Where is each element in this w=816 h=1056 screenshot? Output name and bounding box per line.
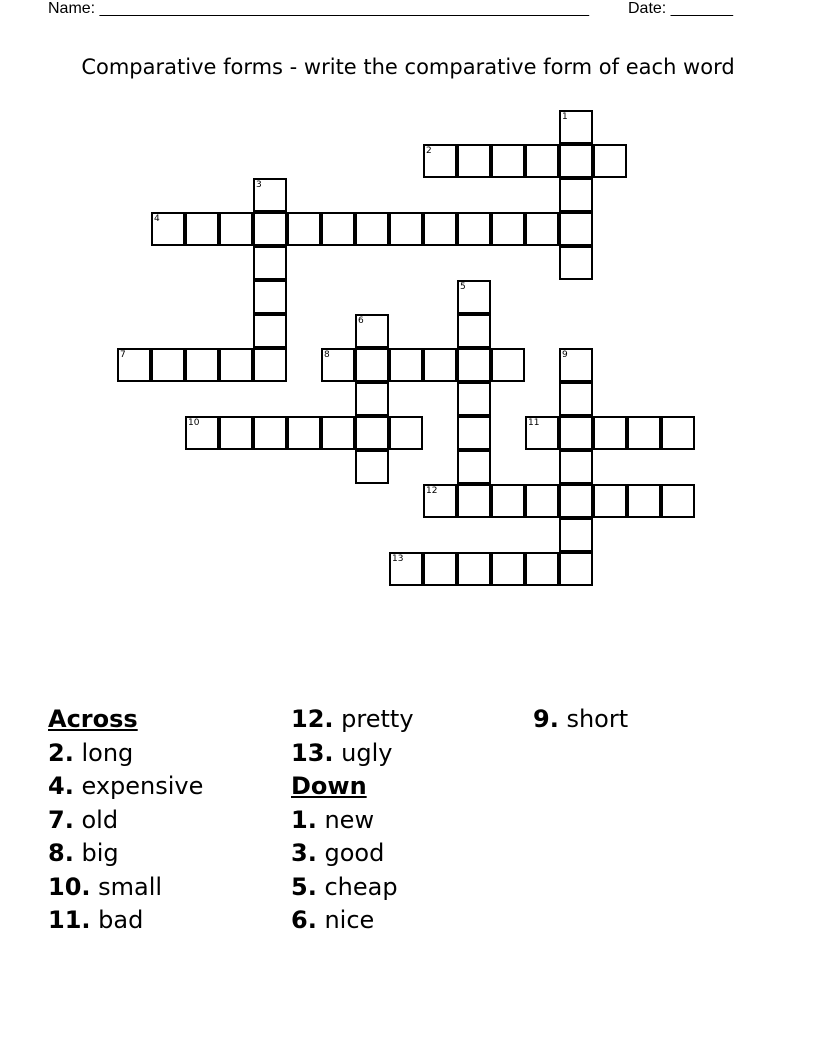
clue-across-10 (48, 871, 203, 905)
grid-cell[interactable] (355, 348, 389, 382)
clue-word: old (81, 805, 119, 834)
clue-word: good (324, 839, 385, 867)
grid-cell[interactable] (559, 110, 593, 144)
grid-cell[interactable] (219, 416, 253, 450)
date-field: Date: _______ (628, 0, 733, 17)
grid-cell[interactable] (389, 552, 423, 586)
clue-down-1 (291, 804, 414, 838)
clue-across-2 (48, 737, 203, 771)
clue-number: 8. (48, 839, 74, 867)
clue-column-3 (533, 703, 628, 737)
clue-across-7 (48, 804, 203, 838)
cell-number: 11 (528, 418, 540, 428)
grid-cell[interactable] (423, 144, 457, 178)
clue-number: 5. (291, 872, 317, 901)
grid-cell[interactable] (219, 212, 253, 246)
clue-column-1 (48, 703, 203, 938)
grid-cell[interactable] (525, 484, 559, 518)
clue-number: 2. (48, 738, 74, 767)
grid-cell[interactable] (559, 382, 593, 416)
grid-cell[interactable] (627, 416, 661, 450)
grid-cell[interactable] (253, 212, 287, 246)
grid-cell[interactable] (321, 416, 355, 450)
grid-cell[interactable] (457, 552, 491, 586)
cell-number: 7 (120, 350, 126, 360)
grid-cell[interactable] (559, 348, 593, 382)
cell-number: 1 (562, 112, 568, 122)
clue-number: 10. (48, 872, 91, 901)
grid-cell[interactable] (457, 348, 491, 382)
grid-cell[interactable] (491, 348, 525, 382)
clue-word: bad (98, 906, 144, 934)
grid-cell[interactable] (185, 212, 219, 246)
grid-cell[interactable] (457, 382, 491, 416)
cell-number: 10 (188, 418, 200, 428)
grid-cell[interactable] (355, 416, 389, 450)
grid-cell[interactable] (559, 144, 593, 178)
grid-cell[interactable] (389, 348, 423, 382)
clue-number: 9. (533, 705, 559, 733)
clue-number: 3. (291, 839, 317, 867)
clue-across-4 (48, 770, 203, 804)
grid-cell[interactable] (457, 314, 491, 348)
grid-cell[interactable] (559, 484, 593, 518)
grid-cell[interactable] (525, 416, 559, 450)
grid-cell[interactable] (491, 552, 525, 586)
grid-cell[interactable] (185, 348, 219, 382)
grid-cell[interactable] (457, 280, 491, 314)
grid-cell[interactable] (423, 484, 457, 518)
grid-cell[interactable] (423, 212, 457, 246)
clue-word: expensive (81, 772, 204, 800)
clue-number: 11. (48, 906, 91, 934)
clue-word: cheap (324, 872, 398, 901)
clue-column-2 (291, 703, 414, 938)
cell-number: 9 (562, 350, 568, 360)
grid-cell[interactable] (559, 552, 593, 586)
grid-cell[interactable] (355, 314, 389, 348)
grid-cell[interactable] (151, 212, 185, 246)
grid-cell[interactable] (491, 484, 525, 518)
clue-number: 4. (48, 772, 74, 800)
grid-cell[interactable] (661, 484, 695, 518)
clue-number: 1. (291, 805, 317, 834)
clue-word: pretty (341, 705, 414, 733)
grid-cell[interactable] (491, 144, 525, 178)
cell-number: 8 (324, 350, 330, 360)
grid-cell[interactable] (593, 484, 627, 518)
clue-number: 6. (291, 906, 317, 934)
clue-across-12 (291, 703, 414, 737)
clue-word: ugly (341, 738, 393, 767)
grid-cell[interactable] (253, 416, 287, 450)
clue-word: small (98, 872, 163, 901)
grid-cell[interactable] (661, 416, 695, 450)
grid-cell[interactable] (389, 212, 423, 246)
grid-cell[interactable] (389, 416, 423, 450)
grid-cell[interactable] (457, 416, 491, 450)
grid-cell[interactable] (253, 280, 287, 314)
clue-down-9 (533, 703, 628, 737)
clue-number: 13. (291, 738, 334, 767)
grid-cell[interactable] (559, 178, 593, 212)
cell-number: 12 (426, 486, 438, 496)
grid-cell[interactable] (559, 416, 593, 450)
grid-cell[interactable] (321, 348, 355, 382)
grid-cell[interactable] (525, 212, 559, 246)
grid-cell[interactable] (593, 416, 627, 450)
clue-word: big (81, 839, 119, 867)
grid-cell[interactable] (457, 450, 491, 484)
grid-cell[interactable] (287, 416, 321, 450)
grid-cell[interactable] (457, 212, 491, 246)
grid-cell[interactable] (219, 348, 253, 382)
grid-cell[interactable] (559, 212, 593, 246)
grid-cell[interactable] (525, 144, 559, 178)
grid-cell[interactable] (525, 552, 559, 586)
cell-number: 4 (154, 214, 160, 224)
grid-cell[interactable] (355, 382, 389, 416)
clue-across-11 (48, 904, 203, 938)
clue-down-6 (291, 904, 414, 938)
grid-cell[interactable] (423, 552, 457, 586)
grid-cell[interactable] (355, 212, 389, 246)
cell-number: 13 (392, 554, 404, 564)
name-field: Name: _______________________________________________________ (48, 0, 589, 17)
grid-cell[interactable] (321, 212, 355, 246)
clue-word: short (566, 705, 629, 733)
grid-cell[interactable] (117, 348, 151, 382)
grid-cell[interactable] (185, 416, 219, 450)
grid-cell[interactable] (593, 144, 627, 178)
down-heading: Down (291, 772, 367, 800)
clue-number: 7. (48, 805, 74, 834)
clue-across-8 (48, 837, 203, 871)
grid-cell[interactable] (253, 348, 287, 382)
grid-cell[interactable] (253, 246, 287, 280)
grid-cell[interactable] (491, 212, 525, 246)
clue-word: long (81, 738, 134, 767)
cell-number: 5 (460, 282, 466, 292)
grid-cell[interactable] (457, 144, 491, 178)
grid-cell[interactable] (559, 450, 593, 484)
page-title: Comparative forms - write the comparative form of each word (81, 55, 735, 79)
grid-cell[interactable] (423, 348, 457, 382)
clue-word: new (324, 805, 375, 834)
across-heading: Across (48, 705, 138, 733)
grid-cell[interactable] (253, 178, 287, 212)
cell-number: 3 (256, 180, 262, 190)
clue-down-5 (291, 871, 414, 905)
cell-number: 6 (358, 316, 364, 326)
clue-across-13 (291, 737, 414, 771)
grid-cell[interactable] (253, 314, 287, 348)
grid-cell[interactable] (151, 348, 185, 382)
grid-cell[interactable] (457, 484, 491, 518)
grid-cell[interactable] (627, 484, 661, 518)
cell-number: 2 (426, 146, 432, 156)
grid-cell[interactable] (355, 450, 389, 484)
grid-cell[interactable] (559, 246, 593, 280)
clue-down-3 (291, 837, 414, 871)
clue-word: nice (324, 906, 375, 934)
grid-cell[interactable] (287, 212, 321, 246)
clue-number: 12. (291, 705, 334, 733)
grid-cell[interactable] (559, 518, 593, 552)
